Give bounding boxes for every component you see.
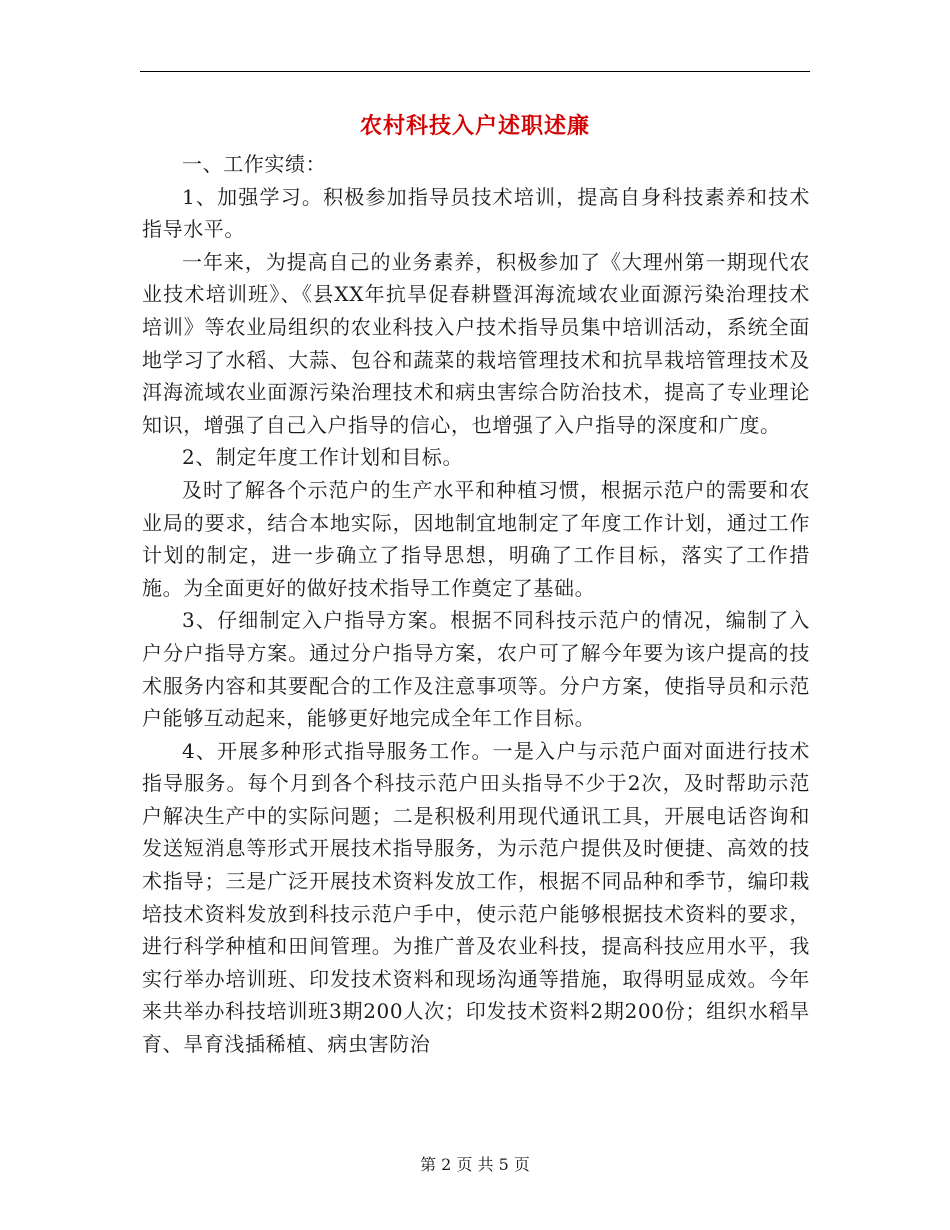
section-heading: 一、工作实绩： [182,152,327,176]
page-number: 第 2 页 共 5 页 [420,1155,530,1174]
paragraph-item-1: 1、加强学习。积极参加指导员技术培训，提高自身科技素养和技术指导水平。 [142,184,810,242]
paragraph-plan: 及时了解各个示范户的生产水平和种植习惯，根据示范户的需要和农业局的要求，结合本地实际，因地制宜地制定了年度工作计划，通过工作计划的制定，进一步确立了指导思想，明确了工作目标，落实了工作措施。为全面更好的做好技术指导工作奠定了基础。 [142,477,810,600]
header-rule [140,71,810,72]
paragraph-study: 一年来，为提高自己的业务素养，积极参加了《大理州第一期现代农业技术培训班》、《县XX年抗旱促春耕暨洱海流域农业面源污染治理技术培训》等农业局组织的农业科技入户技术指导员集中培训活动，系统全面地学习了水稻、大蒜、包谷和蔬菜的栽培管理技术和抗旱栽培管理技术及洱海流域农业面源污染治理技术和病虫害综合防治技术，提高了专业理论知识，增强了自己入户指导的信心，也增强了入户指导的深度和广度。 [142,249,810,437]
paragraph-item-3: 3、仔细制定入户指导方案。根据不同科技示范户的情况，编制了入户分户指导方案。通过分户指导方案，农户可了解今年要为该户提高的技术服务内容和其要配合的工作及注意事项等。分户方案，使指导员和示范户能够互动起来，能够更好地完成全年工作目标。 [142,608,810,731]
paragraph-item-4: 4、开展多种形式指导服务工作。一是入户与示范户面对面进行技术指导服务。每个月到各个科技示范户田头指导不少于2次，及时帮助示范户解决生产中的实际问题；二是积极利用现代通讯工具，开展电话咨询和发送短消息等形式开展技术指导服务，为示范户提供及时便捷、高效的技术指导；三是广泛开展技术资料发放工作，根据不同品种和季节，编印栽培技术资料发放到科技示范户手中，使示范户能够根据技术资料的要求，进行科学种植和田间管理。为推广普及农业科技，提高科技应用水平，我实行举办培训班、印发技术资料和现场沟通等措施，取得明显成效。今年来共举办科技培训班3期200人次；印发技术资料2期200份；组织水稻旱育、旱育浅插稀植、病虫害防治 [142,738,810,1057]
document-title: 农村科技入户述职述廉 [359,113,590,139]
paragraph-item-2: 2、制定年度工作计划和目标。 [182,445,464,470]
document-body [142,148,810,1061]
